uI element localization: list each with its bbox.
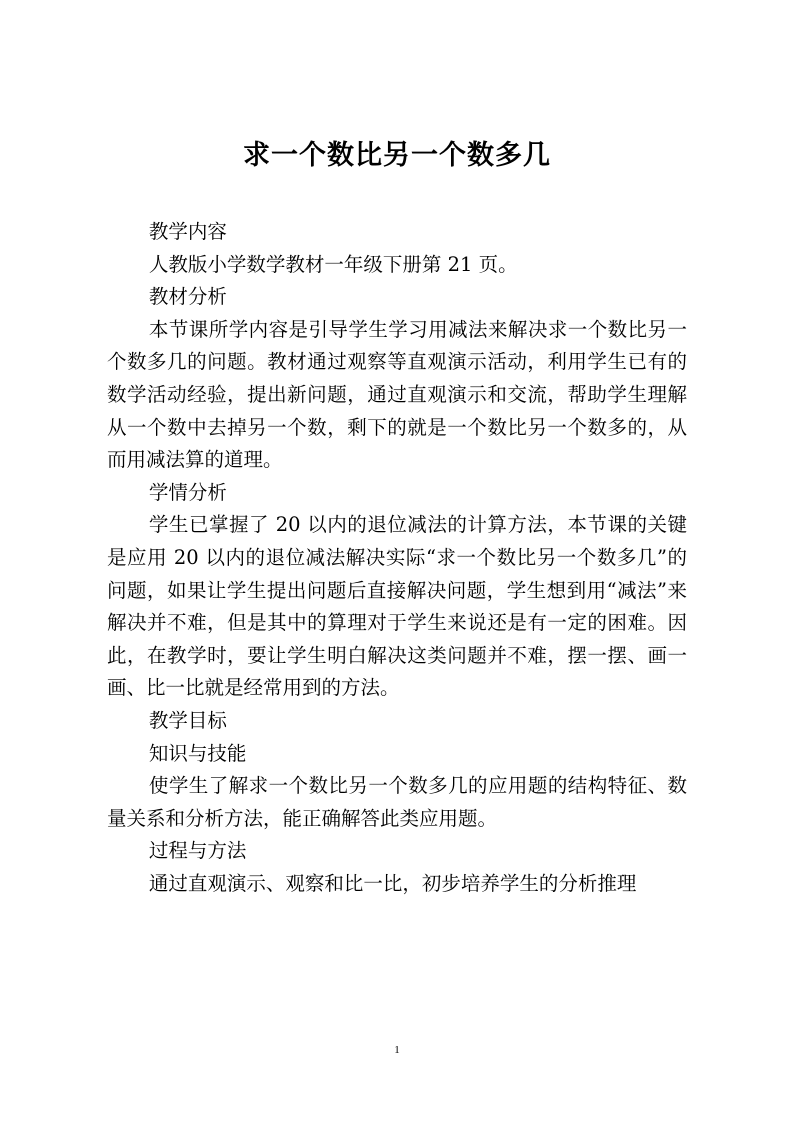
- document-title: 求一个数比另一个数多几: [243, 140, 551, 171]
- paragraph-student-analysis: 学生已掌握了 20 以内的退位减法的计算方法，本节课的关键是应用 20 以内的退位减法解决实际“求一个数比另一个数多几”的问题，如果让学生提出问题后直接解决问题，学生想到用“减法”来解决并不难，但是其中的算理对于学生来说还是有一定的困难。因此，在教学时，要让学生明白解决这类问题并不难，摆一摆、画一画、比一比就是经常用到的方法。: [107, 513, 687, 700]
- page-number: 1: [394, 1044, 400, 1056]
- paragraph-textbook-analysis: 本节课所学内容是引导学生学习用减法来解决求一个数比另一个数多几的问题。教材通过观察等直观演示活动，利用学生已有的数学活动经验，提出新问题，通过直观演示和交流，帮助学生理解从一个数中去掉另一个数，剩下的就是一个数比另一个数多的，从而用减法算的道理。: [107, 317, 687, 472]
- paragraph-knowledge-skills: 使学生了解求一个数比另一个数多几的应用题的结构特征、数量关系和分析方法，能正确解答此类应用题。: [107, 774, 687, 830]
- document-body: [107, 216, 687, 900]
- subheading-process-methods: 过程与方法: [148, 839, 247, 863]
- section-heading-textbook-analysis: 教材分析: [148, 285, 227, 309]
- subheading-knowledge-skills: 知识与技能: [148, 741, 247, 765]
- paragraph-process-methods: 通过直观演示、观察和比一比，初步培养学生的分析推理: [148, 871, 637, 895]
- paragraph-content: 人教版小学数学教材一年级下册第 21 页。: [148, 252, 518, 276]
- section-heading-objectives: 教学目标: [148, 708, 227, 732]
- section-heading-student-analysis: 学情分析: [148, 480, 227, 504]
- section-heading-content: 教学内容: [148, 220, 227, 243]
